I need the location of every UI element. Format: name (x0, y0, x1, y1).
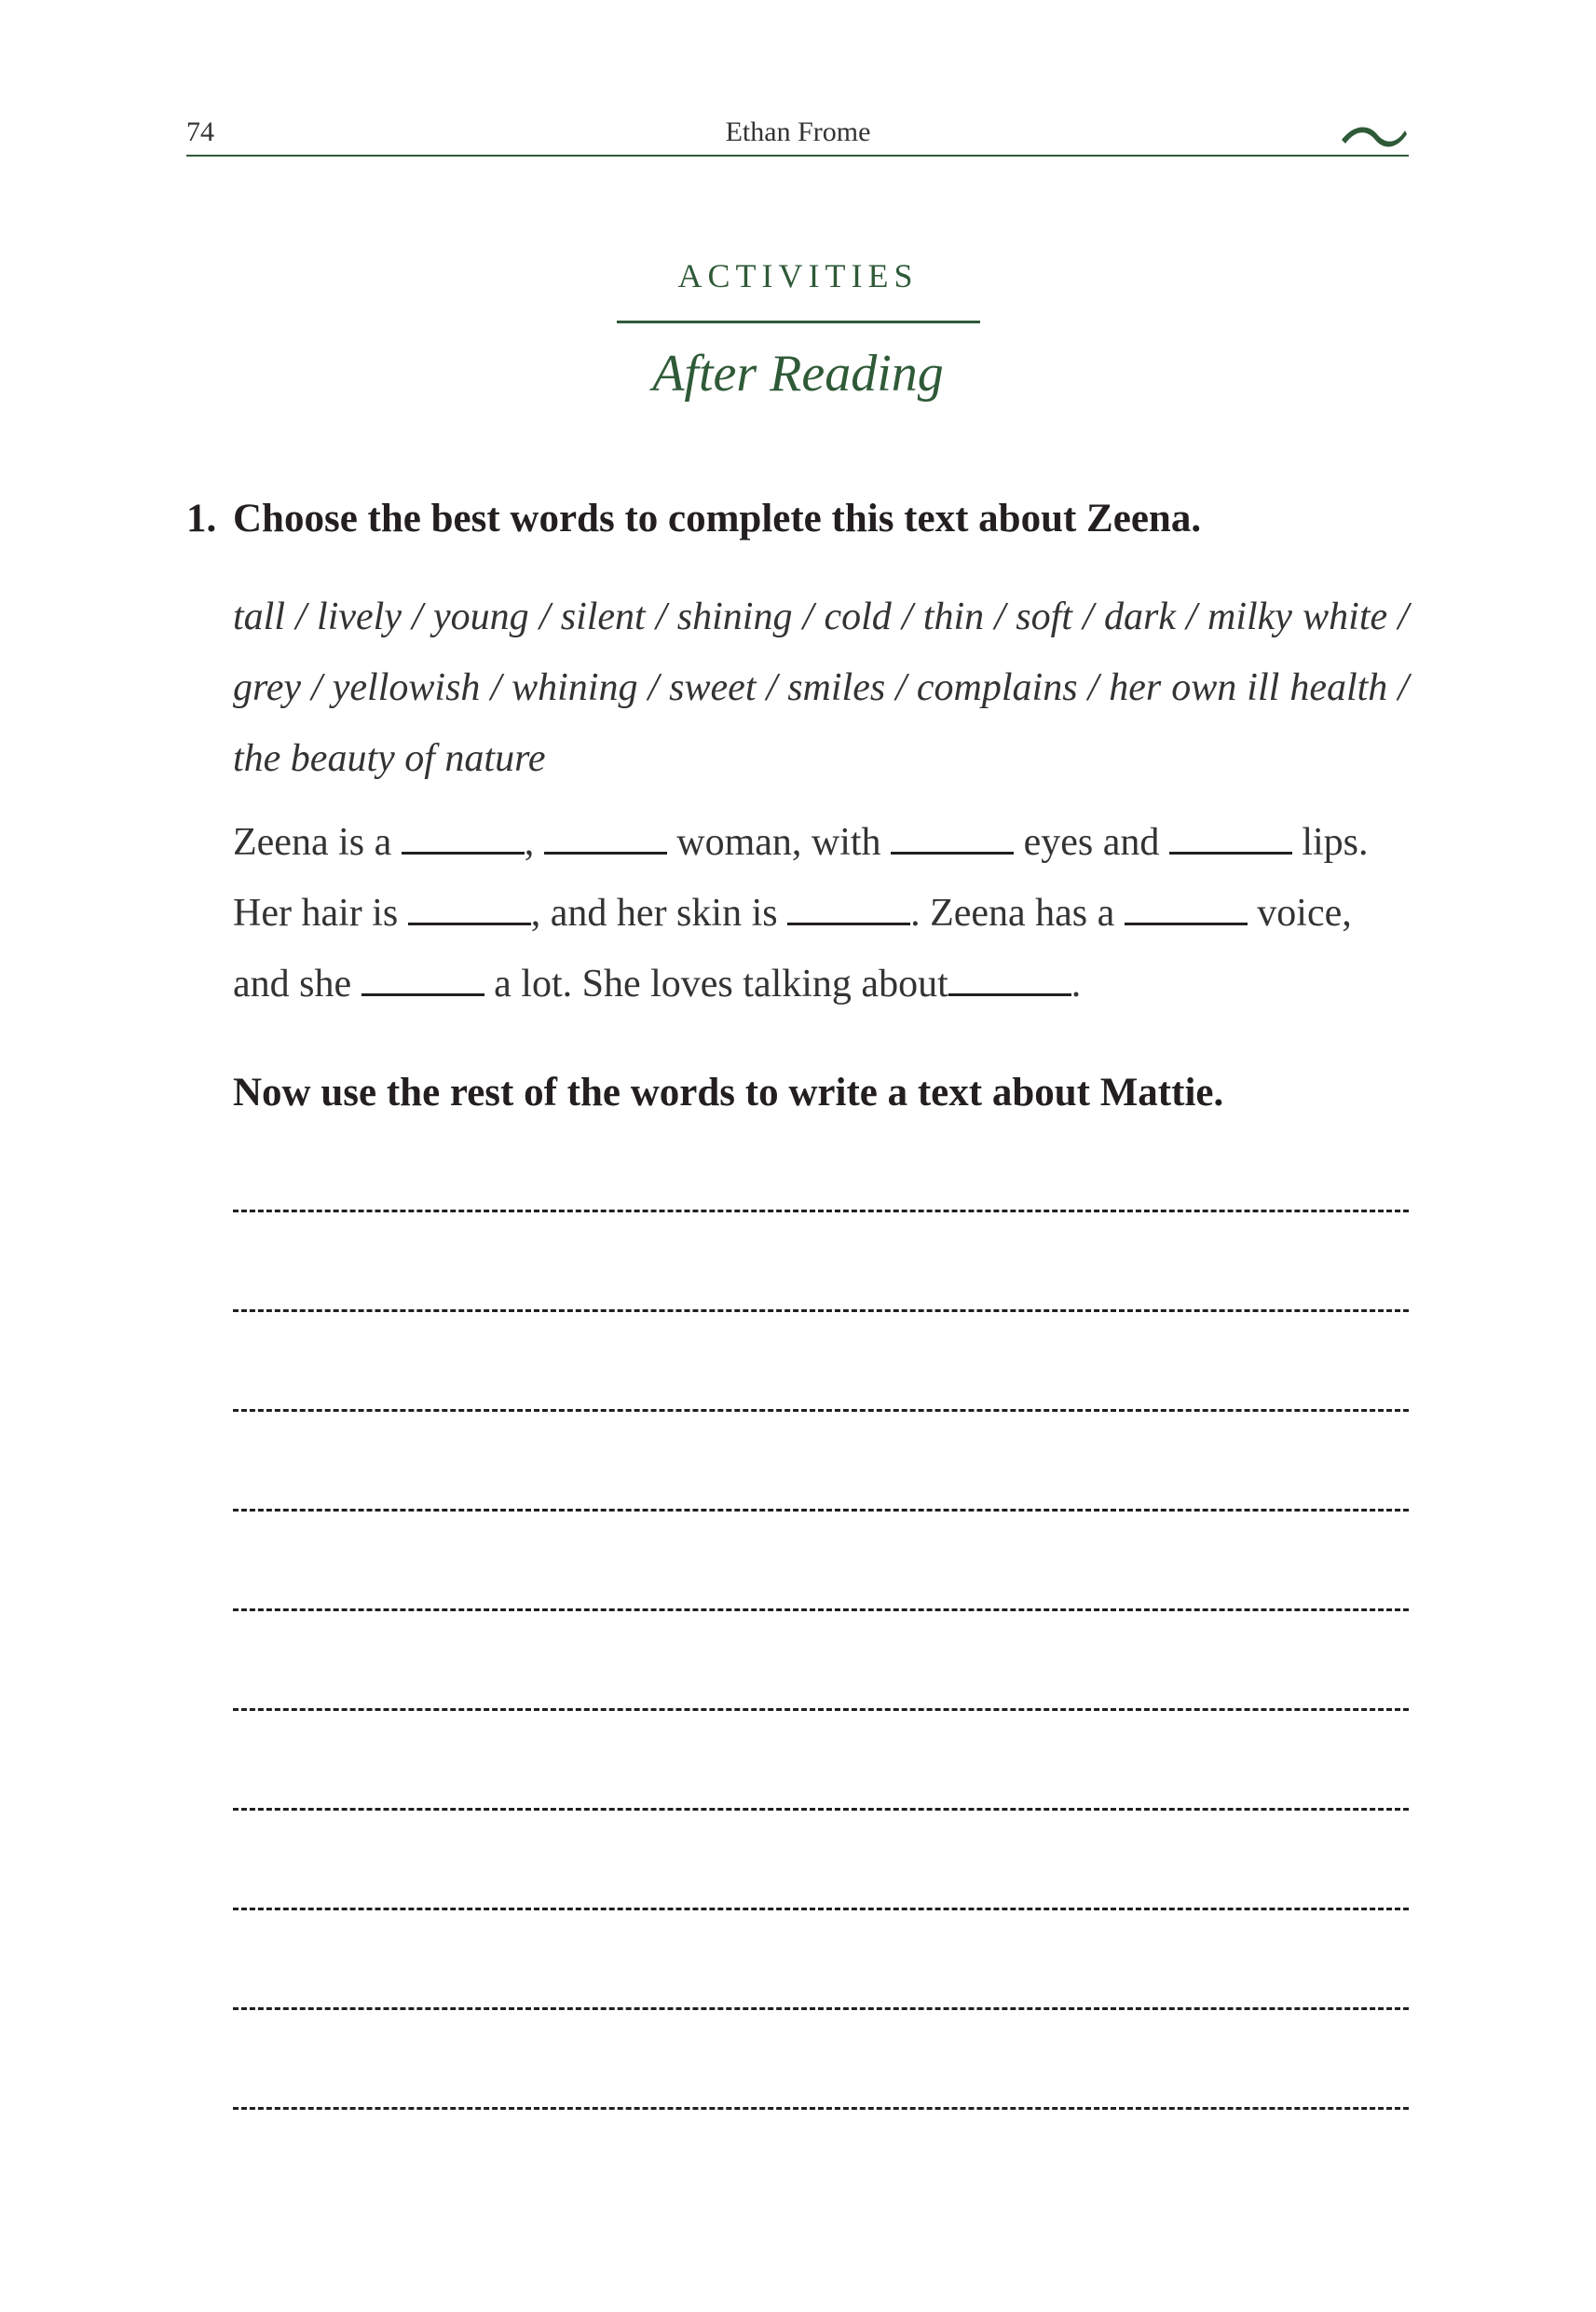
question-number: 1. (186, 497, 217, 540)
blank-line[interactable] (787, 895, 910, 925)
blank-line[interactable] (1169, 824, 1292, 855)
section-heading: ACTIVITIES (677, 257, 919, 294)
writing-line[interactable] (233, 1409, 1409, 1412)
cloze-text: . (1071, 963, 1082, 1006)
writing-line[interactable] (233, 1309, 1409, 1312)
cloze-text: lips. Her hair is (233, 821, 1369, 935)
writing-line[interactable] (233, 2107, 1409, 2110)
section-divider (617, 321, 980, 323)
section-subheading: After Reading (652, 345, 944, 403)
cloze-text: , and her skin is (530, 892, 788, 935)
writing-area (233, 1210, 1409, 2207)
cloze-text: , (524, 821, 544, 864)
cloze-paragraph (233, 807, 1409, 1019)
writing-line[interactable] (233, 1509, 1409, 1512)
cloze-text: voice, and she (233, 892, 1352, 1006)
blank-line[interactable] (544, 824, 667, 855)
page-number: 74 (186, 116, 214, 147)
writing-line[interactable] (233, 1210, 1409, 1212)
blank-line[interactable] (948, 965, 1071, 996)
writing-line[interactable] (233, 1608, 1409, 1611)
blank-line[interactable] (408, 895, 531, 925)
blank-line[interactable] (402, 824, 525, 855)
cloze-text: . Zeena has a (910, 892, 1125, 935)
blank-line[interactable] (361, 965, 484, 996)
writing-line[interactable] (233, 2007, 1409, 2010)
cloze-text: eyes and (1014, 821, 1169, 864)
cloze-text: Zeena is a (233, 821, 402, 864)
cloze-text: woman, with (666, 821, 892, 864)
running-head: Ethan Frome (725, 116, 871, 147)
writing-line[interactable] (233, 1908, 1409, 1910)
tilde-ornament-icon (1338, 121, 1409, 149)
blank-line[interactable] (891, 824, 1014, 855)
blank-line[interactable] (1125, 895, 1248, 925)
writing-line[interactable] (233, 1808, 1409, 1811)
question-instruction: Choose the best words to complete this text about Zeena. (233, 497, 1202, 540)
cloze-text: a lot. She loves talking about (484, 963, 948, 1006)
header-rule (186, 155, 1409, 157)
word-bank: tall / lively / young / silent / shining / cold / thin / soft / dark / milky white / grey / yellowish / whining / sweet / smiles / complains / her own ill health / the beauty of nature (233, 595, 1409, 780)
writing-line[interactable] (233, 1708, 1409, 1711)
follow-up-instruction: Now use the rest of the words to write a text about Mattie. (233, 1071, 1224, 1115)
